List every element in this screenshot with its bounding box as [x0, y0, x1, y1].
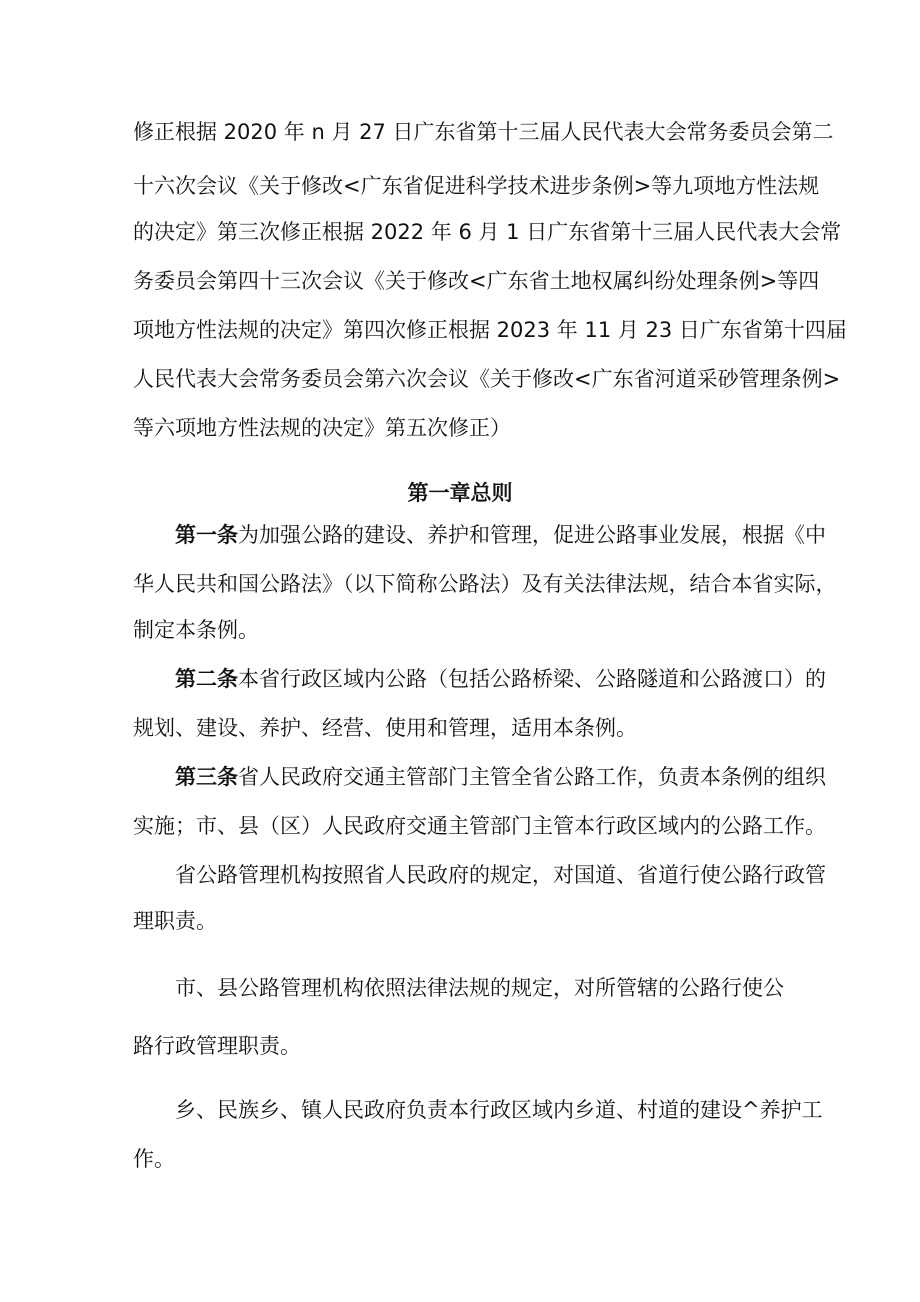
article-3-line-1: [175, 762, 826, 792]
chapter-title: 第一章总则: [407, 481, 513, 505]
intro-line-6: 人民代表大会常务委员会第六次会议《关于修改<广东省河道采砂管理条例>: [133, 367, 841, 391]
article-2-line-1: [175, 664, 826, 694]
article-3-para-3-line-1: 市、县公路管理机构依照法律法规的规定，对所管辖的公路行使公: [175, 976, 784, 1000]
intro-line-5: 项地方性法规的决定》第四次修正根据 2023 年 11 月 23 日广东省第十四届: [133, 318, 847, 342]
article-3-para-2-line-2: 理职责。: [133, 909, 217, 933]
intro-line-2: 十六次会议《关于修改<广东省促进科学技术进步条例>等九项地方性法规: [133, 174, 820, 198]
article-3-para-4-line-1: 乡、民族乡、镇人民政府负责本行政区域内乡道、村道的建设^养护工: [175, 1098, 823, 1122]
article-3-para-3-line-2: 路行政管理职责。: [133, 1034, 301, 1058]
article-1-label: 第一条: [175, 523, 238, 547]
article-3-line-2: 实施；市、县（区）人民政府交通主管部门主管本行政区域内的公路工作。: [133, 814, 826, 838]
intro-line-4: 务委员会第四十三次会议《关于修改<广东省土地权属纠纷处理条例>等四: [133, 269, 820, 293]
article-1-line-1: [175, 520, 826, 550]
article-2-line-2: 规划、建设、养护、经营、使用和管理，适用本条例。: [133, 716, 637, 740]
intro-line-1: 修正根据 2020 年 n 月 27 日广东省第十三届人民代表大会常务委员会第二: [133, 120, 834, 144]
article-3-label: 第三条: [175, 765, 238, 789]
article-3-para-4-line-2: 作。: [133, 1147, 175, 1171]
article-2-text: 本省行政区域内公路（包括公路桥梁、公路隧道和公路渡口）的: [238, 667, 826, 691]
article-3-para-2-line-1: 省公路管理机构按照省人民政府的规定，对国道、省道行使公路行政管: [175, 863, 826, 887]
intro-line-7: 等六项地方性法规的决定》第五次修正）: [133, 416, 511, 440]
article-1-text: 为加强公路的建设、养护和管理，促进公路事业发展，根据《中: [238, 523, 826, 547]
article-1-line-3: 制定本条例。: [133, 618, 259, 642]
article-3-text: 省人民政府交通主管部门主管全省公路工作，负责本条例的组织: [238, 765, 826, 789]
article-1-line-2: 华人民共和国公路法》（以下简称公路法）及有关法律法规，结合本省实际，: [133, 572, 837, 596]
article-2-label: 第二条: [175, 667, 238, 691]
intro-line-3: 的决定》第三次修正根据 2022 年 6 月 1 日广东省第十三届人民代表大会常: [133, 220, 842, 244]
